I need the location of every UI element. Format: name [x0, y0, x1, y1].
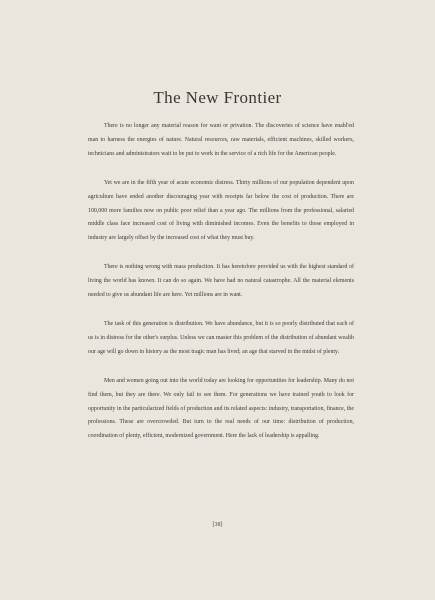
paragraph: There is nothing wrong with mass production. It has heretofore provided us with the highest standard of living the world has known. It can do so again. We have had no natural catastrophe. All the material elements needed to give us abundant life are here. Yet millions are in want. [88, 264, 354, 299]
paragraph: The task of this generation is distribution. We have abundance, but it is so poorly distributed that each of us is in distress for the other's surplus. Unless we can master this problem of the distribution of abundant wealth our age will go down in history as the most tragic man has lived; an age that starved in the midst of plenty. [88, 320, 354, 355]
page-title: The New Frontier [153, 88, 282, 107]
page-number: [38] [212, 522, 223, 528]
paragraph: Men and women going out into the world today are looking for opportunities for leadership. Many do not find them, but they are there. We only fail to see them. For generations we have trained youth to look for opportunity in the particularized fields of production and its related aspects: industry, transportation, finance, the professions. These are overcrowded. But turn to the real needs of our time: distribution of production, coordination of plenty, efficient, modernized government. Here the lack of leadership is appalling. [88, 377, 354, 440]
paragraph: Yet we are in the fifth year of acute economic distress. Thirty millions of our population dependent upon agriculture have ended another discouraging year with receipts far below the cost of production. There are 100,000 more families now on public poor relief than a year ago. The millions from the professional, salaried middle class face increased cost of living with diminished incomes. Even the benefits to those employed in industry are largely offset by the increased cost of what they must buy. [88, 179, 354, 242]
paragraph: There is no longer any material reason for want or privation. The discoveries of science have enabl'ed man to harness the energies of nature. Natural resources, raw materials, efficient machines, skilled workers, technicians and administrators wait to be put to work in the service of a rich life for the American people. [88, 123, 354, 157]
body-text [88, 120, 354, 459]
